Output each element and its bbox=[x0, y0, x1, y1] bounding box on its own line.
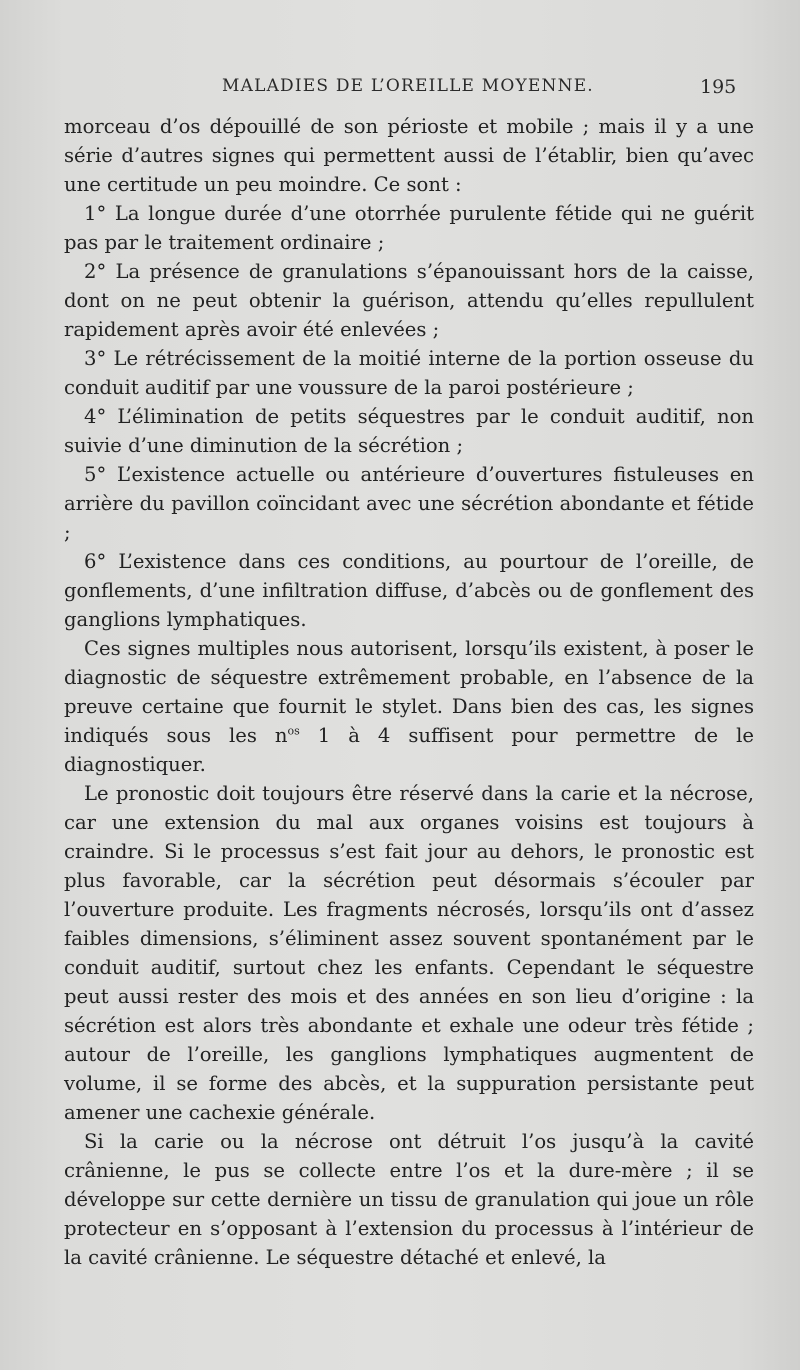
list-item: 2° La présence de granulations s’épanouissant hors de la caisse, dont on ne peut obtenir la guérison, attendu qu’elles repullulent rapidement après avoir été enlevées ; bbox=[64, 260, 754, 341]
list-item: 1° La longue durée d’une otorrhée purulente fétide qui ne guérit pas par le traitement ordinaire ; bbox=[64, 202, 754, 254]
list-item: 5° L’existence actuelle ou antérieure d’ouvertures fistuleuses en arrière du pavillon coïncidant avec une sécrétion abondante et fétide ; bbox=[64, 463, 754, 544]
list-item: 4° L’élimination de petits séquestres par le conduit auditif, non suivie d’une diminution de la sécrétion ; bbox=[64, 405, 754, 457]
page-number: 195 bbox=[700, 76, 737, 98]
paragraph: morceau d’os dépouillé de son périoste et mobile ; mais il y a une série d’autres signes qui permettent aussi de l’établir, bien qu’avec une certitude un peu moindre. Ce sont : bbox=[64, 115, 754, 196]
list-item: 6° L’existence dans ces conditions, au pourtour de l’oreille, de gonflements, d’une infiltration diffuse, d’abcès ou de gonflement des ganglions lymphatiques. bbox=[64, 550, 754, 631]
paragraph bbox=[64, 634, 754, 779]
body-text bbox=[64, 112, 754, 1272]
paragraph-text-tail: 1 à 4 suffisent pour permettre de le diagnostiquer. bbox=[64, 724, 754, 776]
list-item: 3° Le rétrécissement de la moitié interne de la portion osseuse du conduit auditif par une voussure de la paroi postérieure ; bbox=[64, 347, 754, 399]
paragraph: Le pronostic doit toujours être réservé dans la carie et la nécrose, car une extension du mal aux organes voisins est toujours à craindre. Si le processus s’est fait jour au dehors, le pronostic est plus favorable, car la sécrétion peut désormais s’écouler par l’ouverture produite. Les fragments nécrosés, lorsqu’ils ont d’assez faibles dimensions, s’éliminent assez souvent spontanément par le conduit auditif, surtout chez les enfants. Cependant le séquestre peut aussi rester des mois et des années en son lieu d’origine : la sécrétion est alors très abondante et exhale une odeur très fétide ; autour de l’oreille, les ganglions lymphatiques augmentent de volume, il se forme des abcès, et la suppuration persistante peut amener une cachexie générale. bbox=[64, 782, 754, 1124]
page-header bbox=[0, 76, 800, 106]
paragraph-text: Ces signes multiples nous autorisent, lorsqu’ils existent, à poser le diagnostic de séquestre extrêmement probable, en l’absence de la preuve certaine que fournit le stylet. Dans bien des cas, les signes indiqués sous les n bbox=[64, 637, 754, 747]
running-title: MALADIES DE L’OREILLE MOYENNE. bbox=[222, 76, 594, 96]
paragraph: Si la carie ou la nécrose ont détruit l’os jusqu’à la cavité crânienne, le pus se collecte entre l’os et la dure-mère ; il se développe sur cette dernière un tissu de granulation qui joue un rôle protecteur en s’opposant à l’extension du processus à l’intérieur de la cavité crânienne. Le séquestre détaché et enlevé, la bbox=[64, 1130, 754, 1269]
superscript: os bbox=[287, 724, 300, 738]
